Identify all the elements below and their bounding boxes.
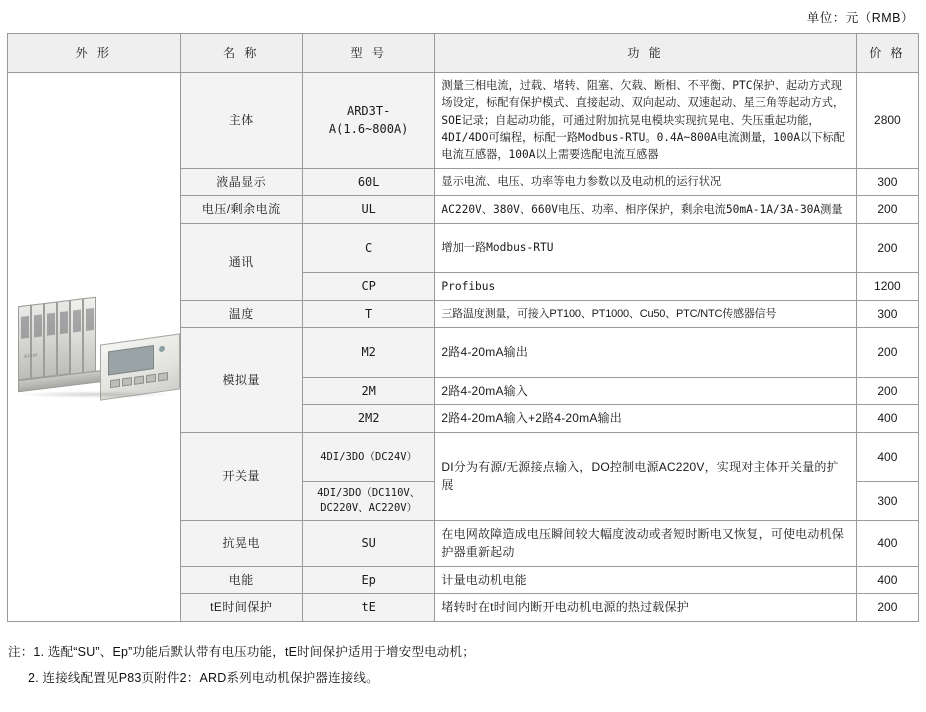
cell-function: Profibus	[435, 273, 856, 301]
cell-model: 2M2	[302, 405, 434, 433]
column-header-price: 价 格	[856, 34, 918, 73]
product-photo-inner	[16, 295, 182, 405]
cell-function: 计量电动机电能	[435, 566, 856, 594]
cell-model: ARD3T-A(1.6~800A)	[302, 73, 434, 169]
footnote-2: 2. 连接线配置见P83页附件2：ARD系列电动机保护器连接线。	[28, 670, 379, 685]
device-module-stack-icon	[18, 296, 104, 381]
cell-model: CP	[302, 273, 434, 301]
cell-model: tE	[302, 594, 434, 622]
cell-model: T	[302, 300, 434, 328]
cell-model: C	[302, 223, 434, 272]
footnotes	[0, 622, 926, 691]
cell-price: 2800	[856, 73, 918, 169]
cell-price: 300	[856, 300, 918, 328]
cell-price: 400	[856, 432, 918, 481]
cell-price: 200	[856, 328, 918, 377]
table-body	[8, 73, 919, 622]
photo-shadow	[20, 391, 170, 398]
cell-price: 300	[856, 168, 918, 196]
cell-price: 1200	[856, 273, 918, 301]
cell-function: 2路4-20mA输出	[435, 328, 856, 377]
table-header	[8, 34, 919, 73]
cell-name: 温度	[180, 300, 302, 328]
cell-function: AC220V、380V、660V电压、功率、相序保护，剩余电流50mA-1A/3A-30A测量	[435, 196, 856, 224]
cell-function: 2路4-20mA输入+2路4-20mA输出	[435, 405, 856, 433]
product-brand-label: Acrel	[24, 352, 38, 360]
column-header-shape: 外 形	[8, 34, 181, 73]
cell-function: 增加一路Modbus-RTU	[435, 223, 856, 272]
cell-name: 电压/剩余电流	[180, 196, 302, 224]
footnote-1: 注：1. 选配“SU”、Ep”功能后默认带有电压功能，tE时间保护适用于增安型电动机；	[8, 645, 475, 659]
cell-name: 液晶显示	[180, 168, 302, 196]
cell-price: 300	[856, 482, 918, 520]
cell-price: 200	[856, 594, 918, 622]
cell-function: 2路4-20mA输入	[435, 377, 856, 405]
cell-name: 抗晃电	[180, 520, 302, 566]
cell-function: DI分为有源/无源接点输入，DO控制电源AC220V，实现对主体开关量的扩展	[435, 432, 856, 520]
cell-name: 通讯	[180, 223, 302, 300]
cell-name: 主体	[180, 73, 302, 169]
product-image-cell	[8, 73, 181, 622]
cell-name: 开关量	[180, 432, 302, 520]
column-header-model: 型 号	[302, 34, 434, 73]
column-header-function: 功 能	[435, 34, 856, 73]
cell-function: 在电网故障造成电压瞬间较大幅度波动或者短时断电又恢复，可使电动机保护器重新起动	[435, 520, 856, 566]
cell-model: 4DI/3DO（DC24V）	[302, 432, 434, 481]
cell-model: UL	[302, 196, 434, 224]
specification-table	[7, 33, 919, 622]
cell-price: 400	[856, 566, 918, 594]
cell-name: 模拟量	[180, 328, 302, 432]
cell-model: 4DI/3DO（DC110V、DC220V、AC220V）	[302, 482, 434, 520]
cell-price: 400	[856, 405, 918, 433]
cell-model: M2	[302, 328, 434, 377]
cell-model: Ep	[302, 566, 434, 594]
cell-model: 2M	[302, 377, 434, 405]
column-header-name: 名 称	[180, 34, 302, 73]
cell-price: 400	[856, 520, 918, 566]
cell-model: 60L	[302, 168, 434, 196]
table-header-row	[8, 34, 919, 73]
cell-name: 电能	[180, 566, 302, 594]
cell-function: 显示电流、电压、功率等电力参数以及电动机的运行状况	[435, 168, 856, 196]
cell-function: 三路温度测量，可接入PT100、PT1000、Cu50、PTC/NTC传感器信号	[435, 300, 856, 328]
cell-price: 200	[856, 377, 918, 405]
cell-name: tE时间保护	[180, 594, 302, 622]
unit-note: 单位：元（RMB）	[806, 11, 914, 25]
cell-price: 200	[856, 223, 918, 272]
product-photo	[14, 77, 186, 617]
cell-price: 200	[856, 196, 918, 224]
cell-function: 测量三相电流，过载、堵转、阻塞、欠载、断相、不平衡、PTC保护、起动方式现场设定，标配有保护模式、直接起动、双向起动、双速起动、星三角等起动方式，SOE记录；自起动功能，可通过附加抗晃电模块实现抗晃电、失压重起功能，4DI/4DO可编程，标配一路Modbus-RTU。0.4A~800A电流测量，100A以下标配电流互感器，100A以上需要选配电流互感器	[435, 73, 856, 169]
cell-model: SU	[302, 520, 434, 566]
table-row	[8, 73, 919, 169]
cell-function: 堵转时在t时间内断开电动机电源的热过载保护	[435, 594, 856, 622]
